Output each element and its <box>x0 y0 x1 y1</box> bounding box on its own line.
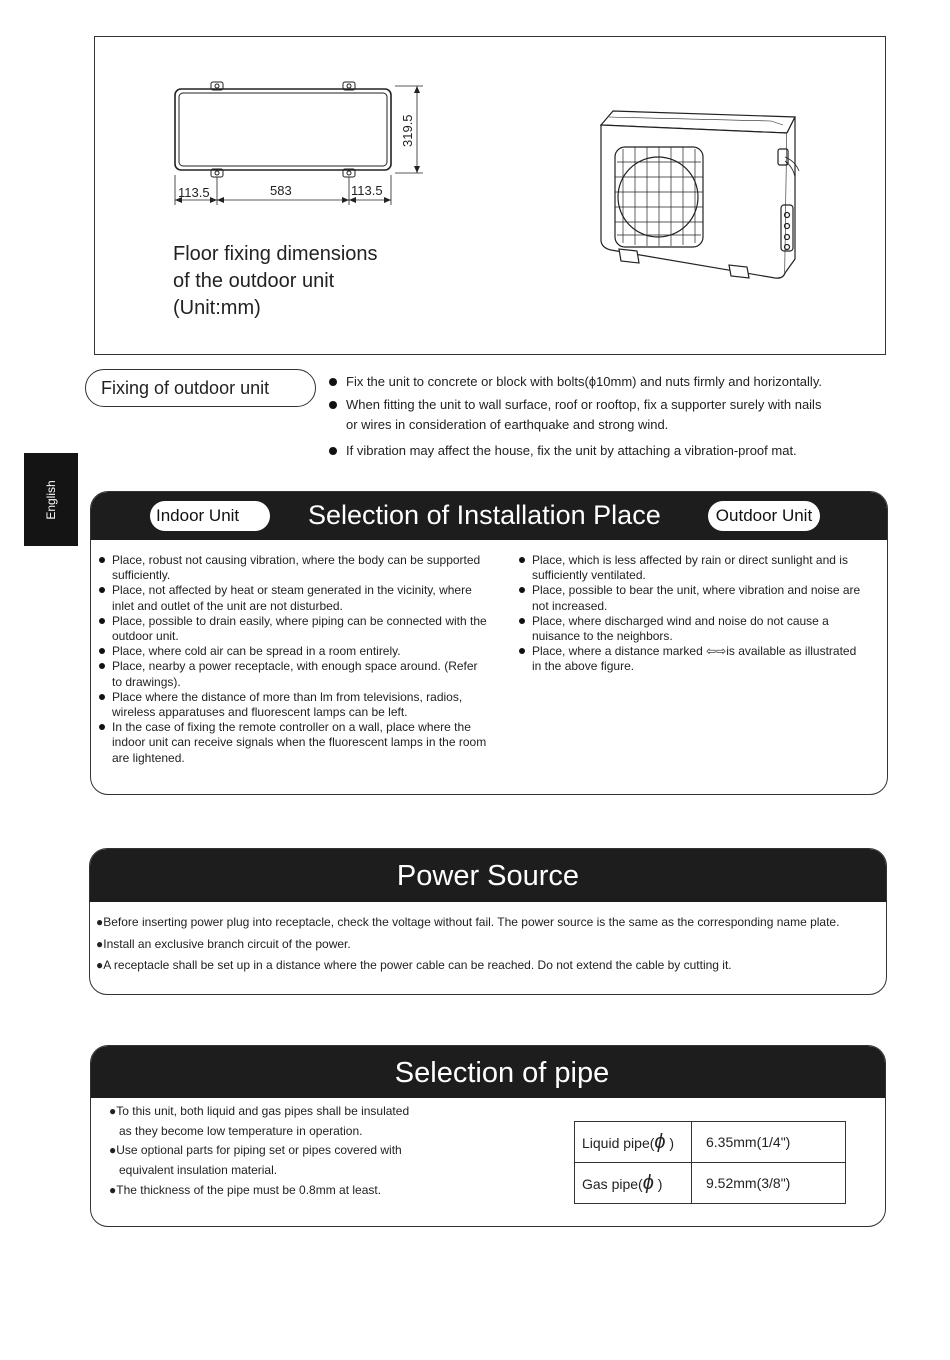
list-item-text: indoor unit can receive signals when the fluorescent lamps in the room <box>112 735 487 750</box>
dim-center-span: 583 <box>270 183 292 198</box>
list-item-text: Place, robust not causing vibration, where the body can be supported <box>112 553 481 567</box>
list-item-text: sufficiently ventilated. <box>532 568 646 583</box>
pipe-label: Liquid pipe( <box>582 1134 655 1151</box>
list-item-text: Place, where a distance marked ⇦⇨is available as illustrated <box>532 644 857 659</box>
list-item <box>99 659 509 689</box>
list-item-text: outdoor unit. <box>112 629 179 644</box>
bullet-icon <box>99 618 105 624</box>
bullet-icon <box>99 694 105 700</box>
dim-right-offset: 113.5 <box>351 183 383 198</box>
section-title: Selection of Installation Place <box>308 500 661 530</box>
list-item-text: sufficiently. <box>112 568 171 583</box>
bullet-icon <box>99 587 105 593</box>
bullet-icon <box>519 648 525 654</box>
list-item-text: wireless apparatuses and fluorescent lamps can be left. <box>112 705 408 720</box>
section-title: Selection of pipe <box>394 1057 610 1089</box>
list-item <box>109 1102 409 1141</box>
list-item: ●A receptacle shall be set up in a distance where the power cable can be reached. Do not extend the cable by cutting it. <box>96 958 732 972</box>
caption-line: (Unit:mm) <box>173 297 261 319</box>
list-item-text: as they become low temperature in operation. <box>119 1123 363 1138</box>
caption-line: of the outdoor unit <box>173 270 335 292</box>
bullet-icon <box>329 401 337 409</box>
list-item: ●Install an exclusive branch circuit of the power. <box>96 937 351 951</box>
indoor-requirements-list <box>99 553 509 766</box>
pipe-label: Gas pipe( <box>582 1175 643 1192</box>
bullet-icon <box>99 724 105 730</box>
list-item: ●Before inserting power plug into receptacle, check the voltage without fail. The power source is the same as the corresponding name plate. <box>96 915 840 929</box>
outdoor-requirements-list <box>519 553 879 675</box>
bullet-icon <box>519 618 525 624</box>
list-item-text: When fitting the unit to wall surface, roof or rooftop, fix a supporter surely with nails <box>346 397 822 412</box>
list-item-text: not increased. <box>532 598 608 613</box>
list-item-text: equivalent insulation material. <box>119 1162 278 1177</box>
diameter-symbol: ϕ <box>642 1171 654 1194</box>
list-item <box>99 614 509 644</box>
dim-height: 319.5 <box>400 114 415 147</box>
table-row <box>575 1122 846 1163</box>
list-item <box>99 644 509 659</box>
table-cell-label <box>575 1163 692 1204</box>
list-item-text: Place, where discharged wind and noise do not cause a <box>532 613 829 628</box>
pipe-label-close: ) <box>653 1175 663 1192</box>
list-item-text: are lightened. <box>112 750 185 765</box>
installation-section <box>90 491 888 795</box>
table-cell-label <box>575 1122 692 1163</box>
list-item <box>99 720 509 766</box>
bullet-icon <box>99 648 105 654</box>
list-item-text: to drawings). <box>112 674 181 689</box>
list-item <box>519 583 879 613</box>
pipe-label-close: ) <box>665 1134 675 1151</box>
list-item-text: Place, possible to drain easily, where piping can be connected with the <box>112 613 487 628</box>
section-header <box>91 1046 885 1098</box>
list-item-text: inlet and outlet of the unit are not disturbed. <box>112 598 343 613</box>
language-label: English <box>44 480 58 520</box>
list-item-text: in the above figure. <box>532 659 635 674</box>
fixing-label: Fixing of outdoor unit <box>85 369 316 407</box>
list-item-text: ●The thickness of the pipe must be 0.8mm at least. <box>109 1183 382 1197</box>
list-item-text: nuisance to the neighbors. <box>532 629 673 644</box>
list-item-text: Fix the unit to concrete or block with bolts(ϕ10mm) and nuts firmly and horizontally. <box>346 374 822 389</box>
list-item-text: Place, where cold air can be spread in a room entirely. <box>112 644 401 659</box>
section-header <box>91 492 887 540</box>
bullet-icon <box>519 587 525 593</box>
bullet-icon <box>519 557 525 563</box>
list-item <box>519 644 879 674</box>
bullet-icon <box>99 663 105 669</box>
bullet-icon <box>329 447 337 455</box>
caption-line: Floor fixing dimensions <box>173 243 378 265</box>
list-item <box>519 614 879 644</box>
table-cell-value: 9.52mm(3/8") <box>692 1163 846 1204</box>
outdoor-unit-illustration <box>601 111 799 278</box>
floor-fixing-plan <box>175 82 423 205</box>
list-item-text: Place where the distance of more than lm from televisions, radios, <box>112 689 463 704</box>
diameter-symbol: ϕ <box>654 1130 666 1153</box>
list-item-text: ●To this unit, both liquid and gas pipes shall be insulated <box>109 1104 410 1118</box>
table-cell-value: 6.35mm(1/4") <box>692 1122 846 1163</box>
indoor-unit-label: Indoor Unit <box>150 501 270 531</box>
list-item-text: In the case of fixing the remote controller on a wall, place where the <box>112 720 471 735</box>
bullet-icon <box>329 378 337 386</box>
figure-box <box>94 36 886 355</box>
pipe-size-table <box>574 1121 846 1204</box>
list-item-text: Place, not affected by heat or steam generated in the vicinity, where <box>112 583 472 598</box>
bullet-icon <box>99 557 105 563</box>
list-item-text: Place, which is less affected by rain or direct sunlight and is <box>532 553 848 567</box>
list-item <box>99 553 509 583</box>
list-item <box>99 583 509 613</box>
section-header <box>90 849 886 902</box>
list-item <box>109 1181 381 1201</box>
list-item-text: Place, nearby a power receptacle, with enough space around. (Refer <box>112 659 478 674</box>
outdoor-unit-label: Outdoor Unit <box>708 501 820 531</box>
list-item-text: ●Use optional parts for piping set or pipes covered with <box>109 1143 402 1157</box>
dim-left-offset: 113.5 <box>178 185 210 200</box>
list-item-text: If vibration may affect the house, fix the unit by attaching a vibration-proof mat. <box>346 443 797 458</box>
language-tab <box>24 453 78 546</box>
figure-caption <box>173 241 378 322</box>
list-item-text: or wires in consideration of earthquake and strong wind. <box>346 417 669 432</box>
list-item <box>99 690 509 720</box>
pipe-section <box>90 1045 886 1227</box>
list-item-text: Place, possible to bear the unit, where vibration and noise are <box>532 583 861 598</box>
section-title: Power Source <box>396 860 580 892</box>
list-item <box>519 553 879 583</box>
list-item <box>109 1141 402 1180</box>
table-row <box>575 1163 846 1204</box>
power-source-section <box>89 848 887 995</box>
